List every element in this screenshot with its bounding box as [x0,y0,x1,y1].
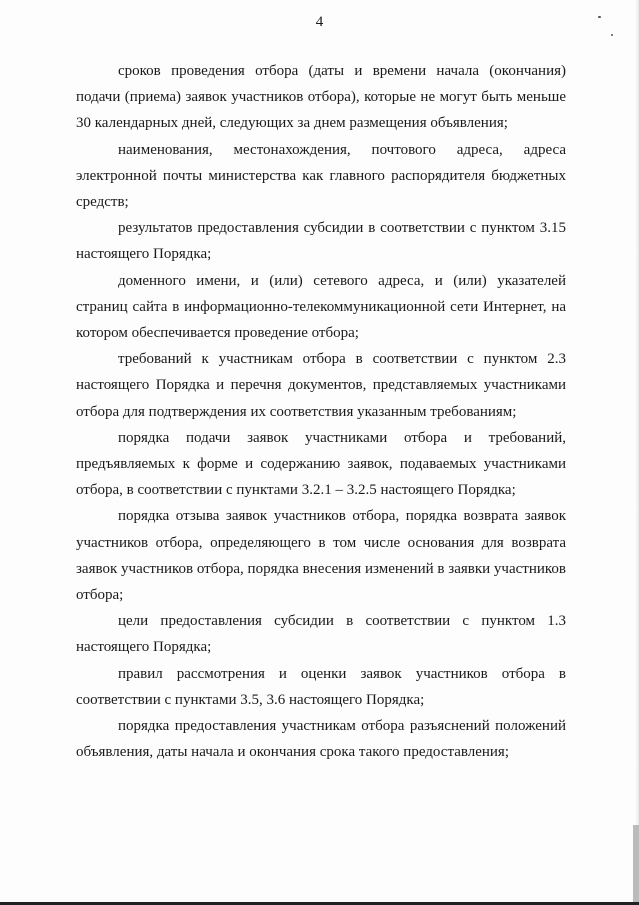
paragraph-application-withdrawal: порядка отзыва заявок участников отбора, порядка возврата заявок участников отбора, определяющего в том числе основания для возврата заявок участников отбора, порядка внесения изменений в заявки участников отбора; [76,508,566,604]
document-body [76,58,566,765]
paragraph-ministry-details: наименования, местонахождения, почтового адреса, адреса электронной почты министерства как главного распорядителя бюджетных средств; [76,141,566,211]
scan-speck [611,34,613,36]
scan-speck [598,16,601,18]
paragraph-clarifications: порядка предоставления участникам отбора разъяснений положений объявления, даты начала и окончания срока такого предоставления; [76,718,566,761]
paragraph-participant-requirements: требований к участникам отбора в соответствии с пунктом 2.3 настоящего Порядка и перечня документов, представляемых участниками отбора для подтверждения их соответствия указанным требованиям; [76,351,566,420]
paragraph-application-procedure: порядка подачи заявок участниками отбора и требований, предъявляемых к форме и содержанию заявок, подаваемых участниками отбора, в соответствии с пунктами 3.2.1 – 3.2.5 настоящего Порядка; [76,429,566,499]
paragraph-subsidy-results: результатов предоставления субсидии в соответствии с пунктом 3.15 настоящего Порядка; [76,220,566,263]
page-number: 4 [315,14,324,30]
paragraph-domain-name: доменного имени, и (или) сетевого адреса, и (или) указателей страниц сайта в информационно-телекоммуникационной сети Интернет, на котором обеспечивается проведение отбора; [76,272,566,342]
scan-edge-right [635,0,639,905]
scan-edge-corner [633,825,639,905]
paragraph-subsidy-goals: цели предоставления субсидии в соответствии с пунктом 1.3 настоящего Порядка; [76,613,566,656]
paragraph-review-rules: правил рассмотрения и оценки заявок участников отбора в соответствии с пунктами 3.5, 3.6 настоящего Порядка; [76,665,566,708]
paragraph-deadlines: сроков проведения отбора (даты и времени начала (окончания) подачи (приема) заявок участников отбора), которые не могут быть меньше 30 календарных дней, следующих за днем размещения объявления; [76,63,566,132]
